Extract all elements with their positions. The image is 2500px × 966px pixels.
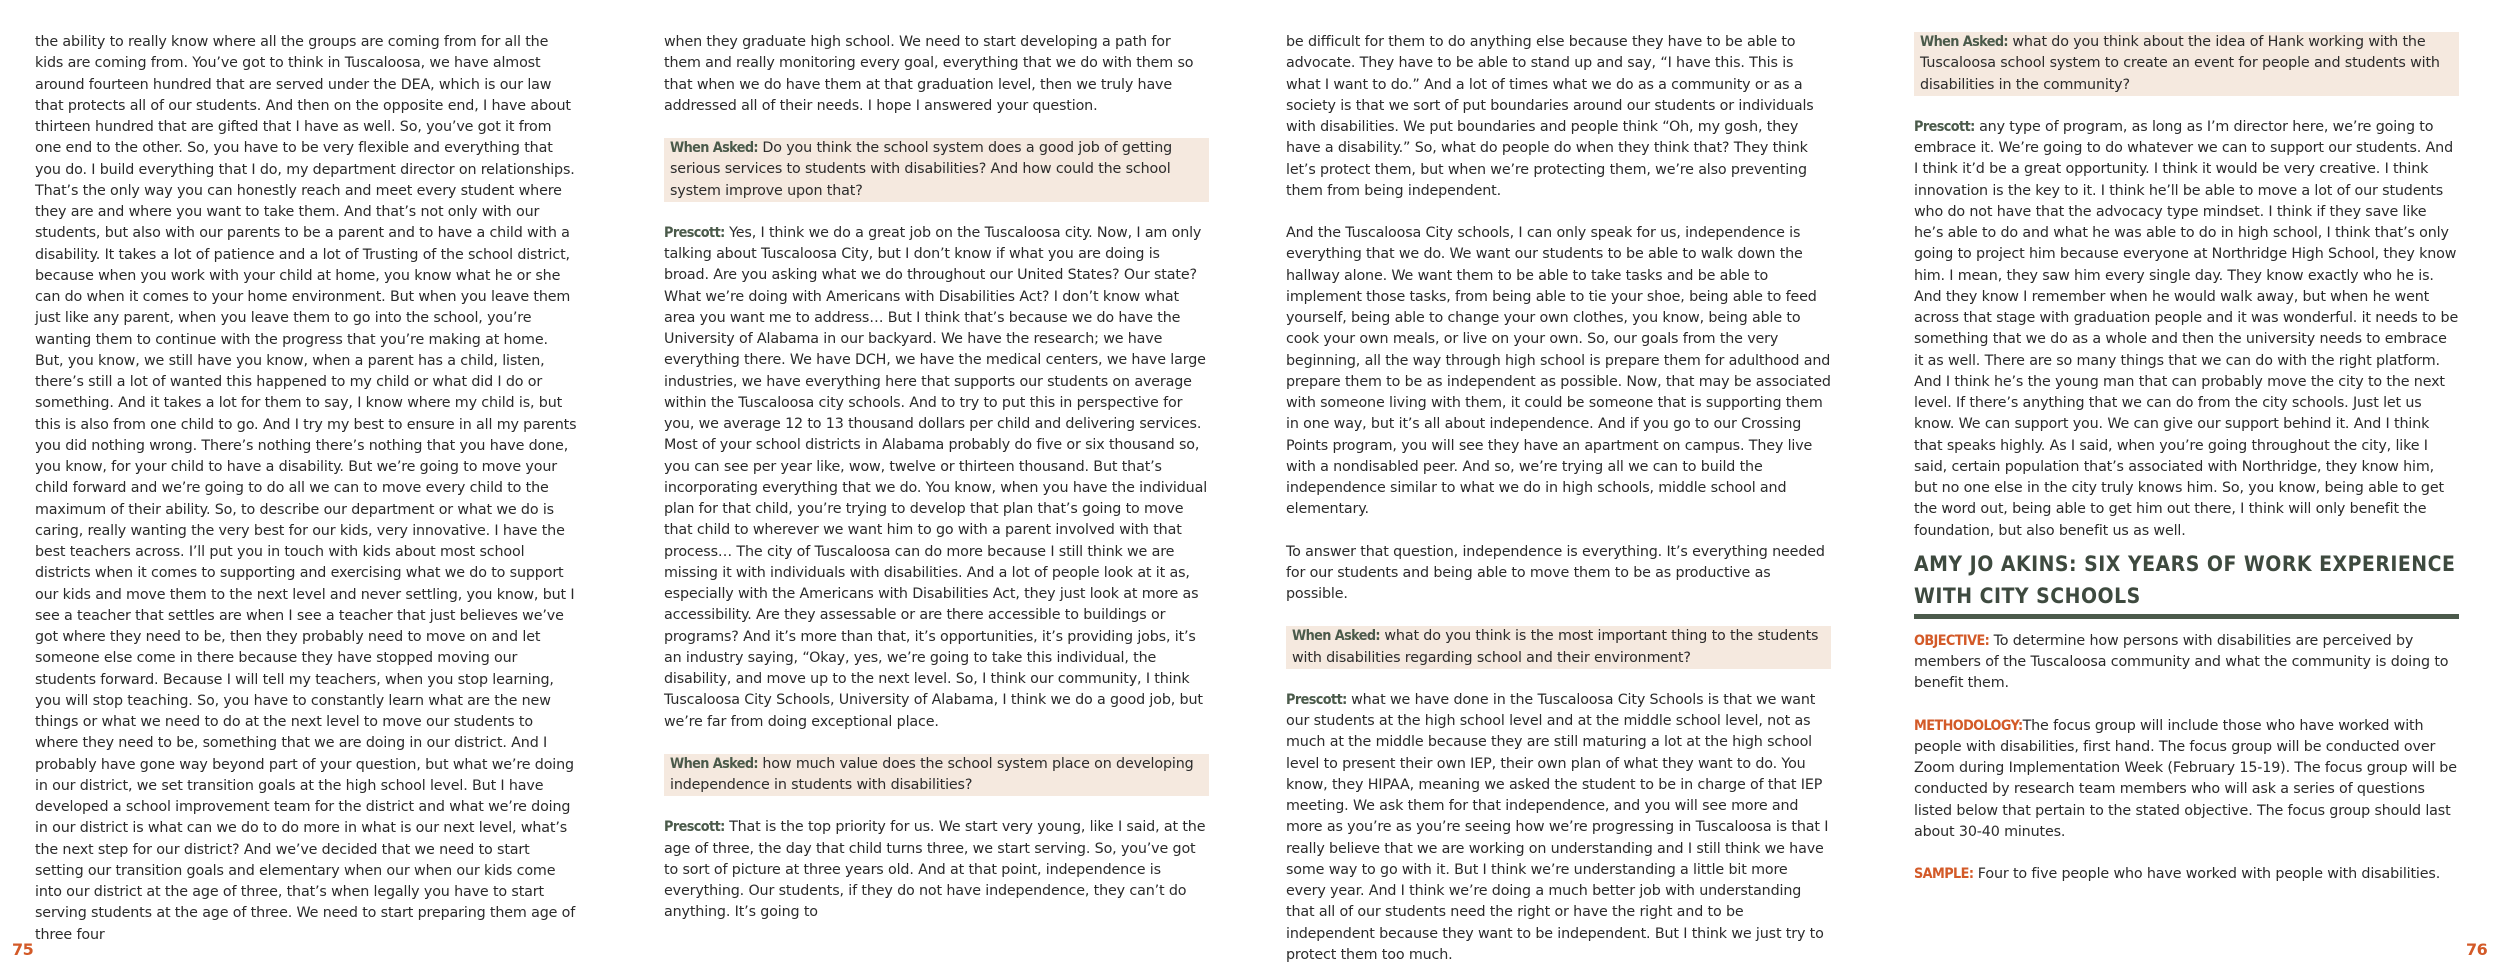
methodology-text: The focus group will include those who have worked with people with disabilities, first hand. The focus group will be conducted over Zoom during Implementation Week (February 15-19). The focus group will be conducted by research team members who will ask a series of questions listed below that pertain to the stated objective. The focus group should last about 30-40 minutes. xyxy=(1914,717,2457,840)
question-text: Do you think the school system does a good job of getting serious services to students with disabilities? And how could the school system improve upon that? xyxy=(670,140,1173,199)
methodology-block xyxy=(1914,716,2459,844)
question-block xyxy=(1286,626,1831,669)
question-block xyxy=(664,138,1209,202)
answer-label: Prescott: xyxy=(664,224,725,241)
body-paragraph: be difficult for them to do anything else because they have to be able to advocate. They have to be able to stand up and say, “I have this. This is what I want to do.” And a lot of times what we do as a community or as a society is that we sort of put boundaries around our students or individuals with disabilities. We put boundaries and people think “Oh, my gosh, they have a disability.” So, what do people do when they think that? They think let’s protect them, but when we’re protecting them, we’re also preventing them from being independent. xyxy=(1286,34,1814,199)
question-text: what do you think is the most important thing to the students with disabilities regarding school and their environment? xyxy=(1292,628,1819,666)
question-label: When Asked: xyxy=(670,140,758,156)
body-paragraph: To answer that question, independence is everything. It’s everything needed for our students and being able to move them to be as productive as possible. xyxy=(1286,543,1825,602)
answer-block xyxy=(1914,117,2459,542)
text-column-4 xyxy=(1914,32,2459,885)
question-label: When Asked: xyxy=(1920,34,2008,50)
question-label: When Asked: xyxy=(1292,628,1380,645)
answer-text: what we have done in the Tuscaloosa City Schools is that we want our students at the high school level and at the middle school level, not as much at the middle because they are still maturing a lot at the high school level to present their own IEP, their own plan of what they want to do. You know, they HIPAA, meaning we asked the student to be in charge of that IEP meeting. We ask them for that independence, and you will see more and more as you’re as you’re seeing how we’re progressing in Tuscaloosa is that I really believe that we are working on understanding and I still think we have some way to go with it. But I think we’re understanding a little bit more every year. And I think we’re doing a much better job with understanding that all of our students need the right or have the right and to be independent because they want to be independent. But I think we just try to protect them too much. xyxy=(1286,691,1829,963)
sample-label: SAMPLE: xyxy=(1914,866,1974,882)
answer-label: Prescott: xyxy=(1286,691,1347,708)
sample-block xyxy=(1914,864,2459,885)
answer-text: Yes, I think we do a great job on the Tuscaloosa city. Now, I am only talking about Tuscaloosa City, but I don’t know if what you are doing is broad. Are you asking what we do throughout our United States? Our state? What we’re doing with Americans with Disabilities Act? I don’t know what area you want me to address… But I think that’s because we do have the University of Alabama in our backyard. We have the research; we have everything there. We have DCH, we have the medical centers, we have large industries, we have everything here that supports our students on average within the Tuscaloosa city schools. And to try to put this in perspective for you, we average 12 to 13 thousand dollars per child and delivering services. Most of your school districts in Alabama probably do five or six thousand so, you can see per year like, wow, twelve or thirteen thousand. But that’s incorporating everything that we do. You know, when you have the individual plan for that child, you’re trying to develop that plan that’s going to move that child to wherever we want him to go with a parent involved with that process… The city of Tuscaloosa can do more because I still think we are missing it with individuals with disabilities. And a lot of people look at it as, especially with the Americans with Disabilities Act, they just look at more as accessibility. Are they assessable or are there accessible to buildings or programs? And it’s more than that, it’s opportunities, it’s providing jobs, it’s an industry saying, “Okay, yes, we’re going to take this individual, the disability, and move up to the next level. So, I think our community, I think Tuscaloosa City Schools, University of Alabama, I think we do a good job, but we’re far from doing exceptional place. xyxy=(664,224,1208,730)
body-paragraph: And the Tuscaloosa City schools, I can only speak for us, independence is everything that we do. We want our students to be able to walk down the hallway alone. We want them to be able to take tasks and be able to implement those tasks, from being able to tie your shoe, being able to feed yourself, being able to change your own clothes, you know, being able to cook your own meals, or live on your own. So, our goals from the very beginning, all the way through high school is prepare them for adulthood and prepare them to be as independent as possible. Now, that may be associated with someone living with them, it could be someone that is supporting them in one way, but it’s all about independence. And if you go to our Crossing Points program, you will see they have an apartment on campus. They live with a nondisabled peer. And so, we’re trying all we can to build the independence similar to what we do in high schools, middle school and elementary. xyxy=(1286,225,1831,518)
text-column-1 xyxy=(35,32,580,946)
section-heading: AMY JO AKINS: SIX YEARS OF WORK EXPERIENCE WITH CITY SCHOOLS xyxy=(1914,548,2459,619)
objective-text: To determine how persons with disabilities are perceived by members of the Tuscaloosa community and what the community is doing to benefit them. xyxy=(1914,632,2449,692)
answer-block xyxy=(1286,690,1831,966)
text-column-2 xyxy=(664,32,1209,924)
answer-text: any type of program, as long as I’m director here, we’re going to embrace it. We’re going to do whatever we can to support our students. And I think it’d be a great opportunity. I think it would be very creative. I think innovation is the key to it. I think he’ll be able to move a lot of our students who do not have that the advocacy type mindset. I think if they save like he’s able to do and what he was able to do in high school, I think that’s only going to project him because everyone at Northridge High School, they know him. I mean, they saw him every single day. They know exactly who he is. And they know I remember when he would walk away, but when he went across that stage with graduation people and it was wonderful. it needs to be something that we do as a whole and then the university needs to embrace it as well. There are so many things that we can do with the right platform. And I think he’s the young man that can probably move the city to the next level. If there’s anything that we can do from the city schools. Just let us know. We can support you. We can give our support behind it. And I think that speaks highly. As I said, when you’re going throughout the city, like I said, certain population that’s associated with Northridge, they know him, but no one else in the city truly knows him. So, you know, being able to get the word out, being able to get him out there, I think will only benefit the foundation, but also benefit us as well. xyxy=(1914,118,2459,539)
answer-label: Prescott: xyxy=(664,819,725,836)
body-paragraph: the ability to really know where all the groups are coming from for all the kids are coming from. You’ve got to think in Tuscaloosa, we have almost around fourteen hundred that are served under the DEA, which is our law that protects all of our students. And then on the opposite end, I have about thirteen hundred that are gifted that I have as well. So, you’ve got it from one end to the other. So, you have to be very flexible and everything that you do. I build everything that I do, my department director on relationships. That’s the only way you can honestly reach and meet every student where they are and where you want to take them. And that’s not only with our students, but also with our parents to be a parent and to have a child with a disability. It takes a lot of patience and a lot of Trusting of the school district, because when you work with your child at home, you know what he or she can do when it comes to your home environment. But when you leave them just like any parent, when you leave them to go into the school, you’re wanting them to continue with the progress that you’re making at home. But, you know, we still have you know, when a parent has a child, listen, there’s still a lot of wanted this happened to my child or what did I do or something. And it takes a lot for them to say, I know where my child is, but this is also from one child to go. And I try my best to ensure in all my parents you did nothing wrong. There’s nothing there’s nothing that you have done, you know, for your child to have a disability. But we’re going to move your child forward and we’re going to do all we can to move every child to the maximum of their ability. So, to describe our department or what we do is caring, really wanting the very best for our kids, very innovative. I have the best teachers across. I’ll put you in touch with kids about most school districts when it comes to supporting and exercising what we do to support our kids and move them to the next level and never settling, you know, but I see a teacher that settles are when I see a teacher that just believes we’ve got where they need to be, then they probably need to move on and let someone else come in there because they have stopped moving our students forward. Because I will tell my teachers, when you stop learning, you will stop teaching. So, you have to constantly learn what are the new things or what we need to do at the next level to move our students to where they need to be, something that we are doing in our district. And I probably have gone way beyond part of your question, but what we’re doing in our district, we set transition goals at the high school level. But I have developed a school improvement team for the district and what we’re doing in our district is what can we do to do more in what is our next level, what’s the next step for our district? And we’ve decided that we need to start setting our transition goals and elementary when our when our kids come into our district at the age of three, that’s when legally you have to start serving students at the age of three. We need to start preparing them age of three four xyxy=(35,34,577,943)
answer-label: Prescott: xyxy=(1914,118,1975,135)
question-text: what do you think about the idea of Hank working with the Tuscaloosa school system to create an event for people and students with disabilities in the community? xyxy=(1920,34,2440,93)
page-number-right: 76 xyxy=(2466,940,2488,959)
question-block xyxy=(664,754,1209,797)
question-label: When Asked: xyxy=(670,755,758,772)
body-paragraph: when they graduate high school. We need to start developing a path for them and really monitoring every goal, everything that we do with them so that when we do have them at that graduation level, then we truly have addressed all of their needs. I hope I answered your question. xyxy=(664,34,1194,114)
answer-block xyxy=(664,223,1209,733)
objective-block xyxy=(1914,631,2459,695)
objective-label: OBJECTIVE: xyxy=(1914,632,1990,649)
question-block xyxy=(1914,32,2459,96)
page-number-left: 75 xyxy=(12,940,34,959)
answer-text: That is the top priority for us. We start very young, like I said, at the age of three, the day that child turns three, we start serving. So, you’ve got to sort of picture at three years old. And at that point, independence is everything. Our students, if they do not have independence, they can’t do anything. It’s going to xyxy=(664,819,1206,921)
question-text: how much value does the school system place on developing independence in students with disabilities? xyxy=(670,755,1194,793)
answer-block xyxy=(664,817,1209,923)
methodology-label: METHODOLOGY: xyxy=(1914,717,2023,734)
text-column-3 xyxy=(1286,32,1831,966)
sample-text: Four to five people who have worked with people with disabilities. xyxy=(1973,866,2441,882)
